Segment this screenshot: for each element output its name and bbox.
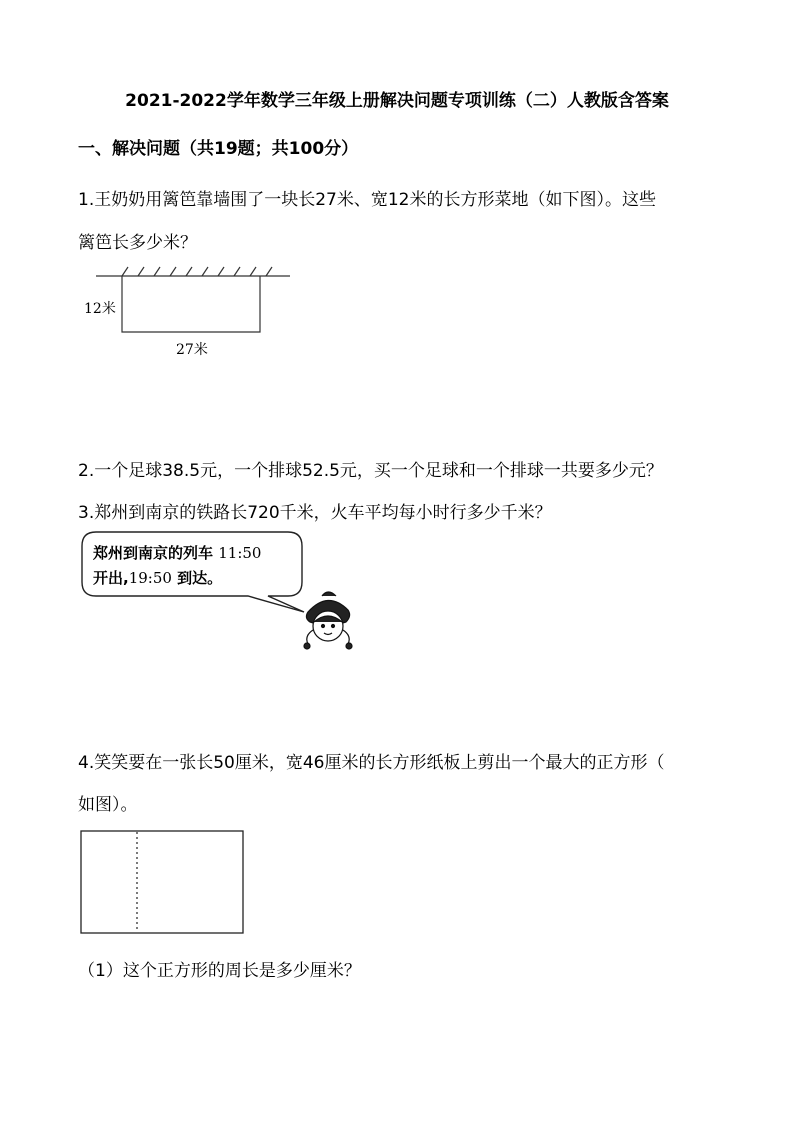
bubble-line-2 xyxy=(93,566,222,591)
fence-rectangle xyxy=(122,276,260,332)
bubble-line-1 xyxy=(93,541,261,566)
question-4-line-2: 如图）。 xyxy=(78,795,138,815)
bubble-line-2-end: 到达。 xyxy=(177,569,223,587)
bubble-line-1-text: 郑州到南京的列车 xyxy=(93,544,214,562)
question-4-line-1: 4.笑笑要在一张长50厘米，宽46厘米的长方形纸板上剪出一个最大的正方形（ xyxy=(78,753,665,773)
bubble-line-2-text: 开出, xyxy=(93,569,129,587)
fence-width-label: 12米 xyxy=(84,301,116,317)
departure-time: 11:50 xyxy=(218,544,262,562)
cardboard-figure xyxy=(80,830,246,936)
question-4-sub-1: （1）这个正方形的周长是多少厘米？ xyxy=(78,961,361,981)
fence-length-label: 27米 xyxy=(176,342,208,358)
question-2-line-1: 2.一个足球38.5元，一个排球52.5元，买一个足球和一个排球一共要多少元？ xyxy=(78,461,663,481)
page-title: 2021-2022学年数学三年级上册解决问题专项训练（二）人教版含答案 xyxy=(125,91,669,111)
question-1-line-1: 1.王奶奶用篱笆靠墙围了一块长27米、宽12米的长方形菜地（如下图）。这些 xyxy=(78,190,656,210)
section-heading: 一、解决问题（共19题；共100分） xyxy=(78,139,359,159)
wall-hatching xyxy=(122,267,272,276)
girl-icon xyxy=(304,592,352,649)
arrival-time: 19:50 xyxy=(128,569,172,587)
question-1-line-2: 篱笆长多少米？ xyxy=(78,233,197,253)
question-3-line-1: 3.郑州到南京的铁路长720千米，火车平均每小时行多少千米？ xyxy=(78,503,552,523)
cardboard-rectangle xyxy=(81,831,243,933)
